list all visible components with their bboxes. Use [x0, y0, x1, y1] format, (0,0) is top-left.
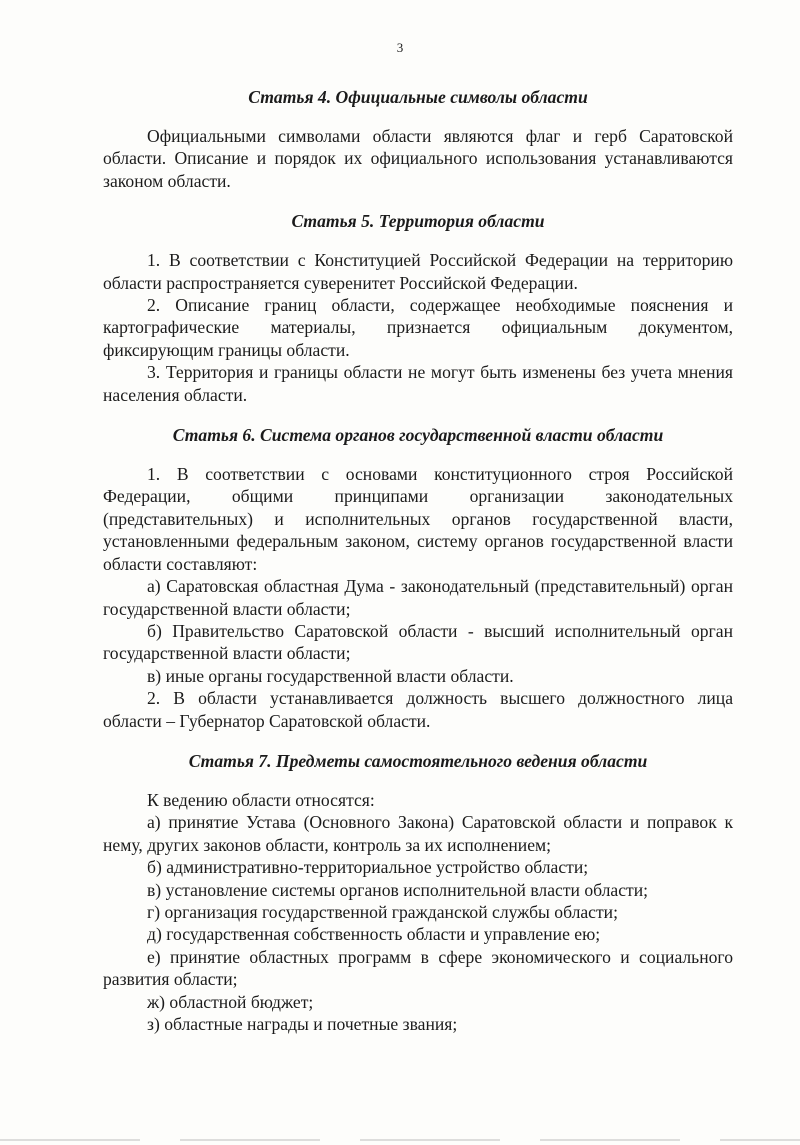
paragraph: б) Правительство Саратовской области - высший исполнительный орган государственной власти области; — [103, 620, 733, 664]
paragraph: 3. Территория и границы области не могут быть изменены без учета мнения населения области. — [103, 362, 733, 405]
paragraph: д) государственная собственность области и управление ею; — [147, 924, 601, 945]
paragraph: 2. В области устанавливается должность высшего должностного лица области – Губернатор Саратовской области. — [103, 688, 733, 731]
paragraph: а) Саратовская областная Дума - законодательный (представительный) орган государственной власти области; — [103, 576, 733, 619]
article-6 — [103, 422, 733, 732]
paragraph: з) областные награды и почетные звания; — [147, 1014, 458, 1034]
paragraph: 2. Описание границ области, содержащее необходимые пояснения и картографические материалы, признается официальным документом, фиксирующим границы области. — [103, 295, 733, 360]
scan-edge-divider — [0, 1139, 800, 1141]
paragraph: а) принятие Устава (Основного Закона) Саратовской области и поправок к нему, других законов области, контроль за их исполнением; — [103, 812, 733, 855]
paragraph: б) административно-территориальное устройство области; — [147, 857, 589, 878]
paragraph: 1. В соответствии с основами конституционного строя Российской Федерации, общими принципами организации законодательных (представительных) и исполнительных органов государственной власти, установленными федеральным законом, систему органов государственной власти области составляют: — [103, 464, 733, 574]
paragraph: ж) областной бюджет; — [147, 991, 314, 1012]
paragraph: г) организация государственной гражданской службы области; — [147, 901, 618, 922]
article-heading: Статья 7. Предметы самостоятельного ведения области — [188, 750, 648, 771]
article-heading: Статья 6. Система органов государственной власти области — [172, 425, 664, 446]
article-heading: Статья 5. Территория области — [291, 211, 545, 232]
article-heading: Статья 4. Официальные символы области — [248, 87, 588, 107]
paragraph: К ведению области относятся: — [147, 789, 375, 810]
page-number: 3 — [396, 40, 404, 55]
paragraph: е) принятие областных программ в сфере экономического и социального развития области; — [103, 946, 733, 990]
document-body — [103, 84, 733, 1035]
paragraph: Официальными символами области являются флаг и герб Саратовской области. Описание и порядок их официального использования устанавливаются законом области. — [103, 126, 733, 191]
paragraph: в) иные органы государственной власти области. — [147, 665, 514, 686]
article-4 — [103, 84, 733, 192]
paragraph: в) установление системы органов исполнительной власти области; — [147, 879, 649, 900]
article-5 — [103, 208, 733, 406]
article-7 — [103, 748, 733, 1035]
paragraph: 1. В соответствии с Конституцией Российской Федерации на территорию области распространяется суверенитет Российской Федерации. — [103, 250, 733, 293]
